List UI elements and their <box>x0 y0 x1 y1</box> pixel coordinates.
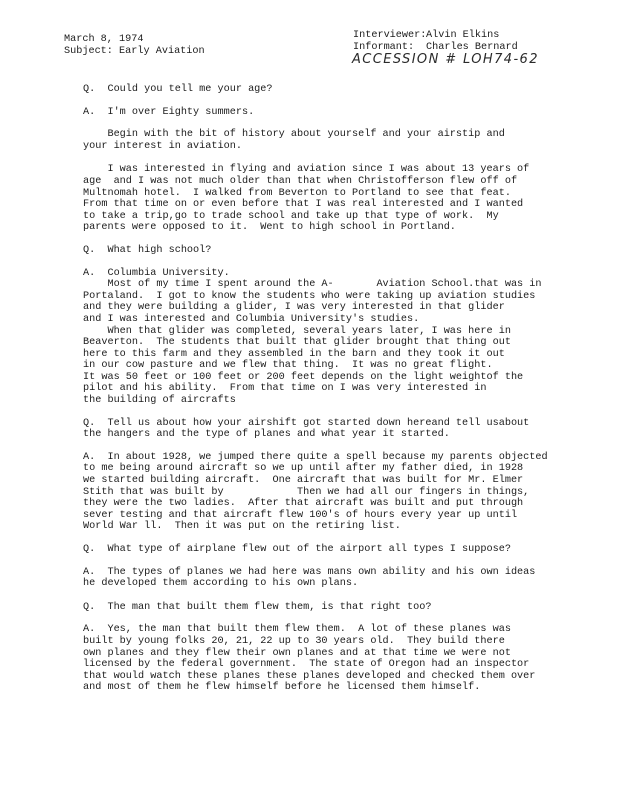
transcript-body <box>83 84 583 694</box>
transcript-block-a1 <box>83 107 583 119</box>
transcript-line: age and I was not much older than that when Christofferson flew off of <box>83 175 518 187</box>
transcript-line: to take a trip,go to trade school and take up that type of work. My <box>83 210 499 222</box>
header-left <box>64 34 205 58</box>
transcript-line: built by young folks 20, 21, 22 up to 30 years old. They build there <box>83 635 505 647</box>
transcript-block-q1 <box>83 84 583 96</box>
transcript-line: and I was interested and Columbia University's studies. <box>83 313 420 325</box>
transcript-line: From that time on or even before that I was real interested and I wanted <box>83 199 524 211</box>
transcript-line: Q. What type of airplane flew out of the airport all types I suppose? <box>83 544 511 555</box>
transcript-line: to me being around aircraft so we up until after my father died, in 1928 <box>83 463 524 475</box>
transcript-line: Q. Could you tell me your age? <box>83 84 273 95</box>
transcript-block-a4 <box>83 567 583 590</box>
subject-value: Early Aviation <box>119 46 205 57</box>
transcript-line: A. The types of planes we had here was mans own ability and his own ideas <box>83 566 536 578</box>
transcript-line: A. I'm over Eighty summers. <box>83 106 255 118</box>
informant-value: Charles Bernard <box>426 42 518 53</box>
transcript-block-p2 <box>83 164 583 234</box>
transcript-block-q3 <box>83 418 583 441</box>
transcript-block-q5 <box>83 602 583 614</box>
header-right <box>353 30 518 54</box>
transcript-line: we started building aircraft. One aircraft that was built for Mr. Elmer <box>83 475 524 487</box>
transcript-block-a2 <box>83 268 583 407</box>
transcript-line: the hangers and the type of planes and what year it started. <box>83 429 450 441</box>
transcript-line: parents were opposed to it. Went to high school in Portland. <box>83 222 456 234</box>
date-line: March 8, 1974 <box>64 34 144 45</box>
transcript-block-a3 <box>83 452 583 533</box>
transcript-line: Multnomah hotel. I walked from Beverton to Portland to see that feat. <box>83 187 511 199</box>
transcript-line: Begin with the bit of history about yourself and your airstip and <box>83 129 505 141</box>
transcript-line: your interest in aviation. <box>83 140 242 152</box>
transcript-block-p1 <box>83 129 583 152</box>
transcript-line: Q. What high school? <box>83 244 212 256</box>
accession-handwritten: ACCESSION # LOH74-62 <box>352 52 539 67</box>
transcript-line: that would watch these planes these planes developed and checked them over <box>83 670 536 682</box>
transcript-line: It was 50 feet or 100 feet or 200 feet depends on the light weightof the <box>83 371 524 383</box>
transcript-line: they were the two ladies. After that aircraft was built and put through <box>83 498 524 510</box>
transcript-line: I was interested in flying and aviation since I was about 13 years of <box>83 164 530 176</box>
transcript-line: Stith that was built by Then we had all our fingers in things, <box>83 486 530 498</box>
transcript-line: Q. The man that built them flew them, is that right too? <box>83 601 432 613</box>
transcript-line: A. Yes, the man that built them flew them. A lot of these planes was <box>83 624 511 636</box>
transcript-line: World War ll. Then it was put on the retiring list. <box>83 521 401 533</box>
interviewer-value: Alvin Elkins <box>426 30 500 41</box>
transcript-line: A. In about 1928, we jumped there quite a spell because my parents objected <box>83 451 548 463</box>
transcript-line: Q. Tell us about how your airshift got started down hereand tell usabout <box>83 417 530 429</box>
transcript-line: When that glider was completed, several years later, I was here in <box>83 325 511 337</box>
interviewer-line <box>353 30 518 42</box>
transcript-line: and they were building a glider, I was very interested in that glider <box>83 302 505 314</box>
transcript-line: in our cow pasture and we flew that thing. It was no great flight. <box>83 360 493 372</box>
transcript-block-q4 <box>83 544 583 556</box>
transcript-line: Most of my time I spent around the A- Aviation School.that was in <box>83 279 542 291</box>
transcript-line: own planes and they flew their own planes and at that time we were not <box>83 647 511 659</box>
transcript-line: Beaverton. The students that built that glider brought that thing out <box>83 337 511 349</box>
informant-label: Informant: <box>353 42 415 53</box>
transcript-line: A. Columbia University. <box>83 267 230 279</box>
transcript-line: pilot and his ability. From that time on I was very interested in <box>83 383 487 395</box>
transcript-line: and most of them he flew himself before he licensed them himself. <box>83 682 481 694</box>
transcript-line: here to this farm and they assembled in the barn and they took it out <box>83 348 505 360</box>
transcript-block-a5 <box>83 624 583 694</box>
subject-label: Subject: <box>64 46 113 57</box>
subject-line <box>64 46 205 58</box>
transcript-line: the building of aircrafts <box>83 395 236 407</box>
transcript-line: Portaland. I got to know the students who were taking up aviation studies <box>83 290 536 302</box>
transcript-line: sever testing and that aircraft flew 100's of hours every year up until <box>83 509 518 521</box>
interviewer-label: Interviewer: <box>353 30 427 41</box>
transcript-block-q2 <box>83 245 583 257</box>
transcript-line: he developed them according to his own plans. <box>83 578 359 590</box>
transcript-line: licensed by the federal government. The state of Oregon had an inspector <box>83 659 530 671</box>
